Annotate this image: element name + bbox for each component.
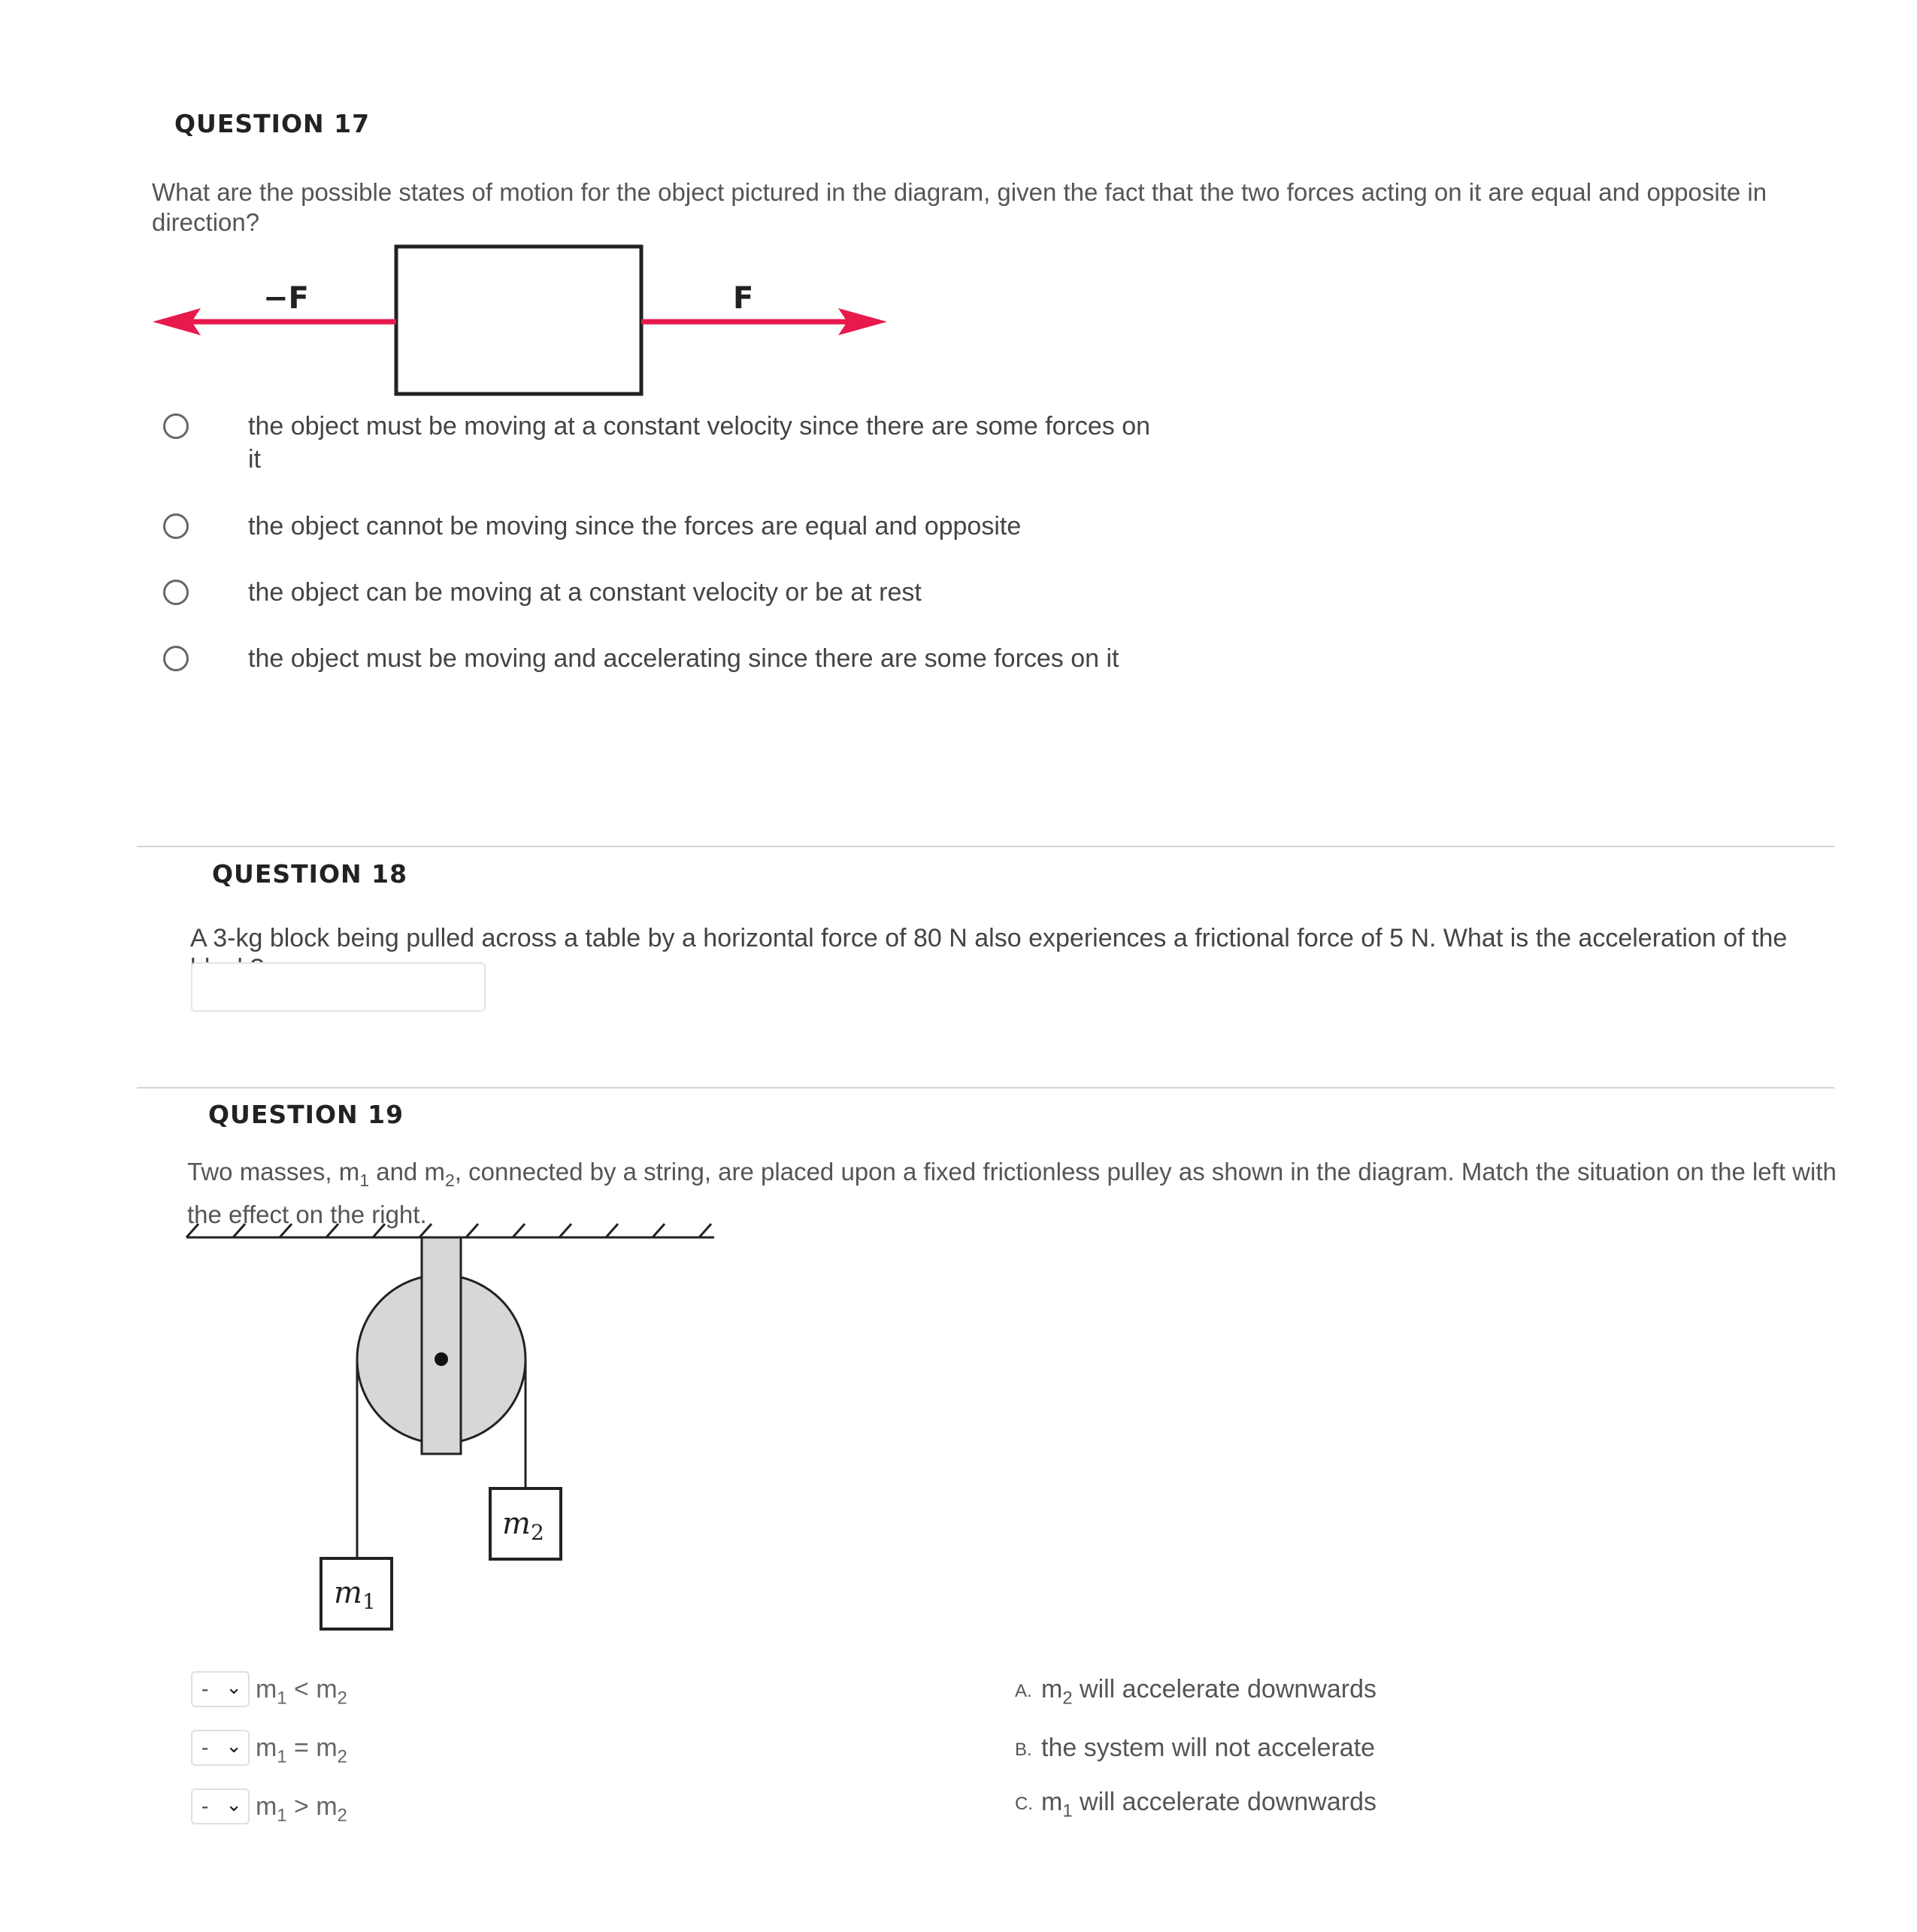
match-select-1-value: - (201, 1677, 209, 1700)
right-force-label: F (733, 281, 754, 316)
q17-option-2-label: the object cannot be moving since the forces are equal and opposite (248, 512, 1022, 541)
match-right-letter-c: C. (1015, 1794, 1033, 1814)
left-force-label: −F (263, 281, 309, 316)
match-right-letter-b: B. (1015, 1740, 1032, 1760)
q17-option-1-label (248, 410, 1150, 476)
q17-option-1-line2: it (248, 445, 261, 474)
question-19-heading: QUESTION 19 (208, 1100, 404, 1129)
q17-option-1-line1: the object must be moving at a constant velocity since there are some forces on (248, 412, 1151, 441)
chevron-down-icon: ⌄ (226, 1734, 242, 1757)
match-select-2-value: - (201, 1736, 209, 1759)
match-left-item-3: $m_1 > m_2$ (256, 1792, 347, 1826)
pulley-bracket (422, 1237, 461, 1454)
pulley-diagram (180, 1218, 729, 1639)
pulley-axle (435, 1352, 448, 1366)
force-diagram (147, 241, 906, 406)
mass-m2-label: $m_2$ (502, 1507, 544, 1545)
q17-option-1-radio[interactable] (163, 413, 189, 439)
match-left-item-1: $m_1 < m_2$ (256, 1675, 347, 1709)
match-left-item-2: $m_1 = m_2$ (256, 1734, 347, 1767)
question-18-heading: QUESTION 18 (212, 859, 408, 889)
ceiling-hatching (186, 1224, 711, 1237)
q17-option-4-label: the object must be moving and accelerating since there are some forces on it (248, 644, 1119, 673)
divider (137, 1087, 1834, 1089)
match-right-letter-a: A. (1015, 1681, 1032, 1701)
object-box (396, 247, 641, 394)
mass-m1-label: $m_1$ (334, 1576, 376, 1614)
match-select-3[interactable] (191, 1788, 250, 1824)
question-19-prompt: Two masses, $m_1$ and $m_2$, connected by a string, are placed upon a fixed frictionless pulley as shown in the diagram. Match the situation on the left with the effect on the right. (187, 1158, 1837, 1229)
match-right-item-c: $m_1$ will accelerate downwards (1041, 1788, 1376, 1821)
question-17-prompt: What are the possible states of motion for the object pictured in the diagram, given the fact that the two forces acting on it are equal and opposite in direction? (152, 178, 1767, 236)
match-select-3-value: - (201, 1794, 209, 1818)
chevron-down-icon: ⌄ (226, 1676, 242, 1698)
q17-option-3-label: the object can be moving at a constant velocity or be at rest (248, 578, 922, 607)
match-select-2[interactable] (191, 1730, 250, 1766)
divider (137, 846, 1834, 847)
q17-option-2-radio[interactable] (163, 513, 189, 539)
question-18-prompt: A 3-kg block being pulled across a table by a horizontal force of 80 N also experiences a frictional force of 5 N. What is the acceleration of the (190, 924, 1788, 952)
match-right-item-a: $m_2$ will accelerate downwards (1041, 1675, 1376, 1709)
question-17-heading: QUESTION 17 (174, 109, 371, 138)
q17-option-4-radio[interactable] (163, 646, 189, 671)
q18-answer-input[interactable] (191, 962, 486, 1012)
match-select-1[interactable] (191, 1671, 250, 1707)
chevron-down-icon: ⌄ (226, 1793, 242, 1815)
match-right-item-b: the system will not accelerate (1041, 1734, 1376, 1762)
q17-option-3-radio[interactable] (163, 580, 189, 605)
